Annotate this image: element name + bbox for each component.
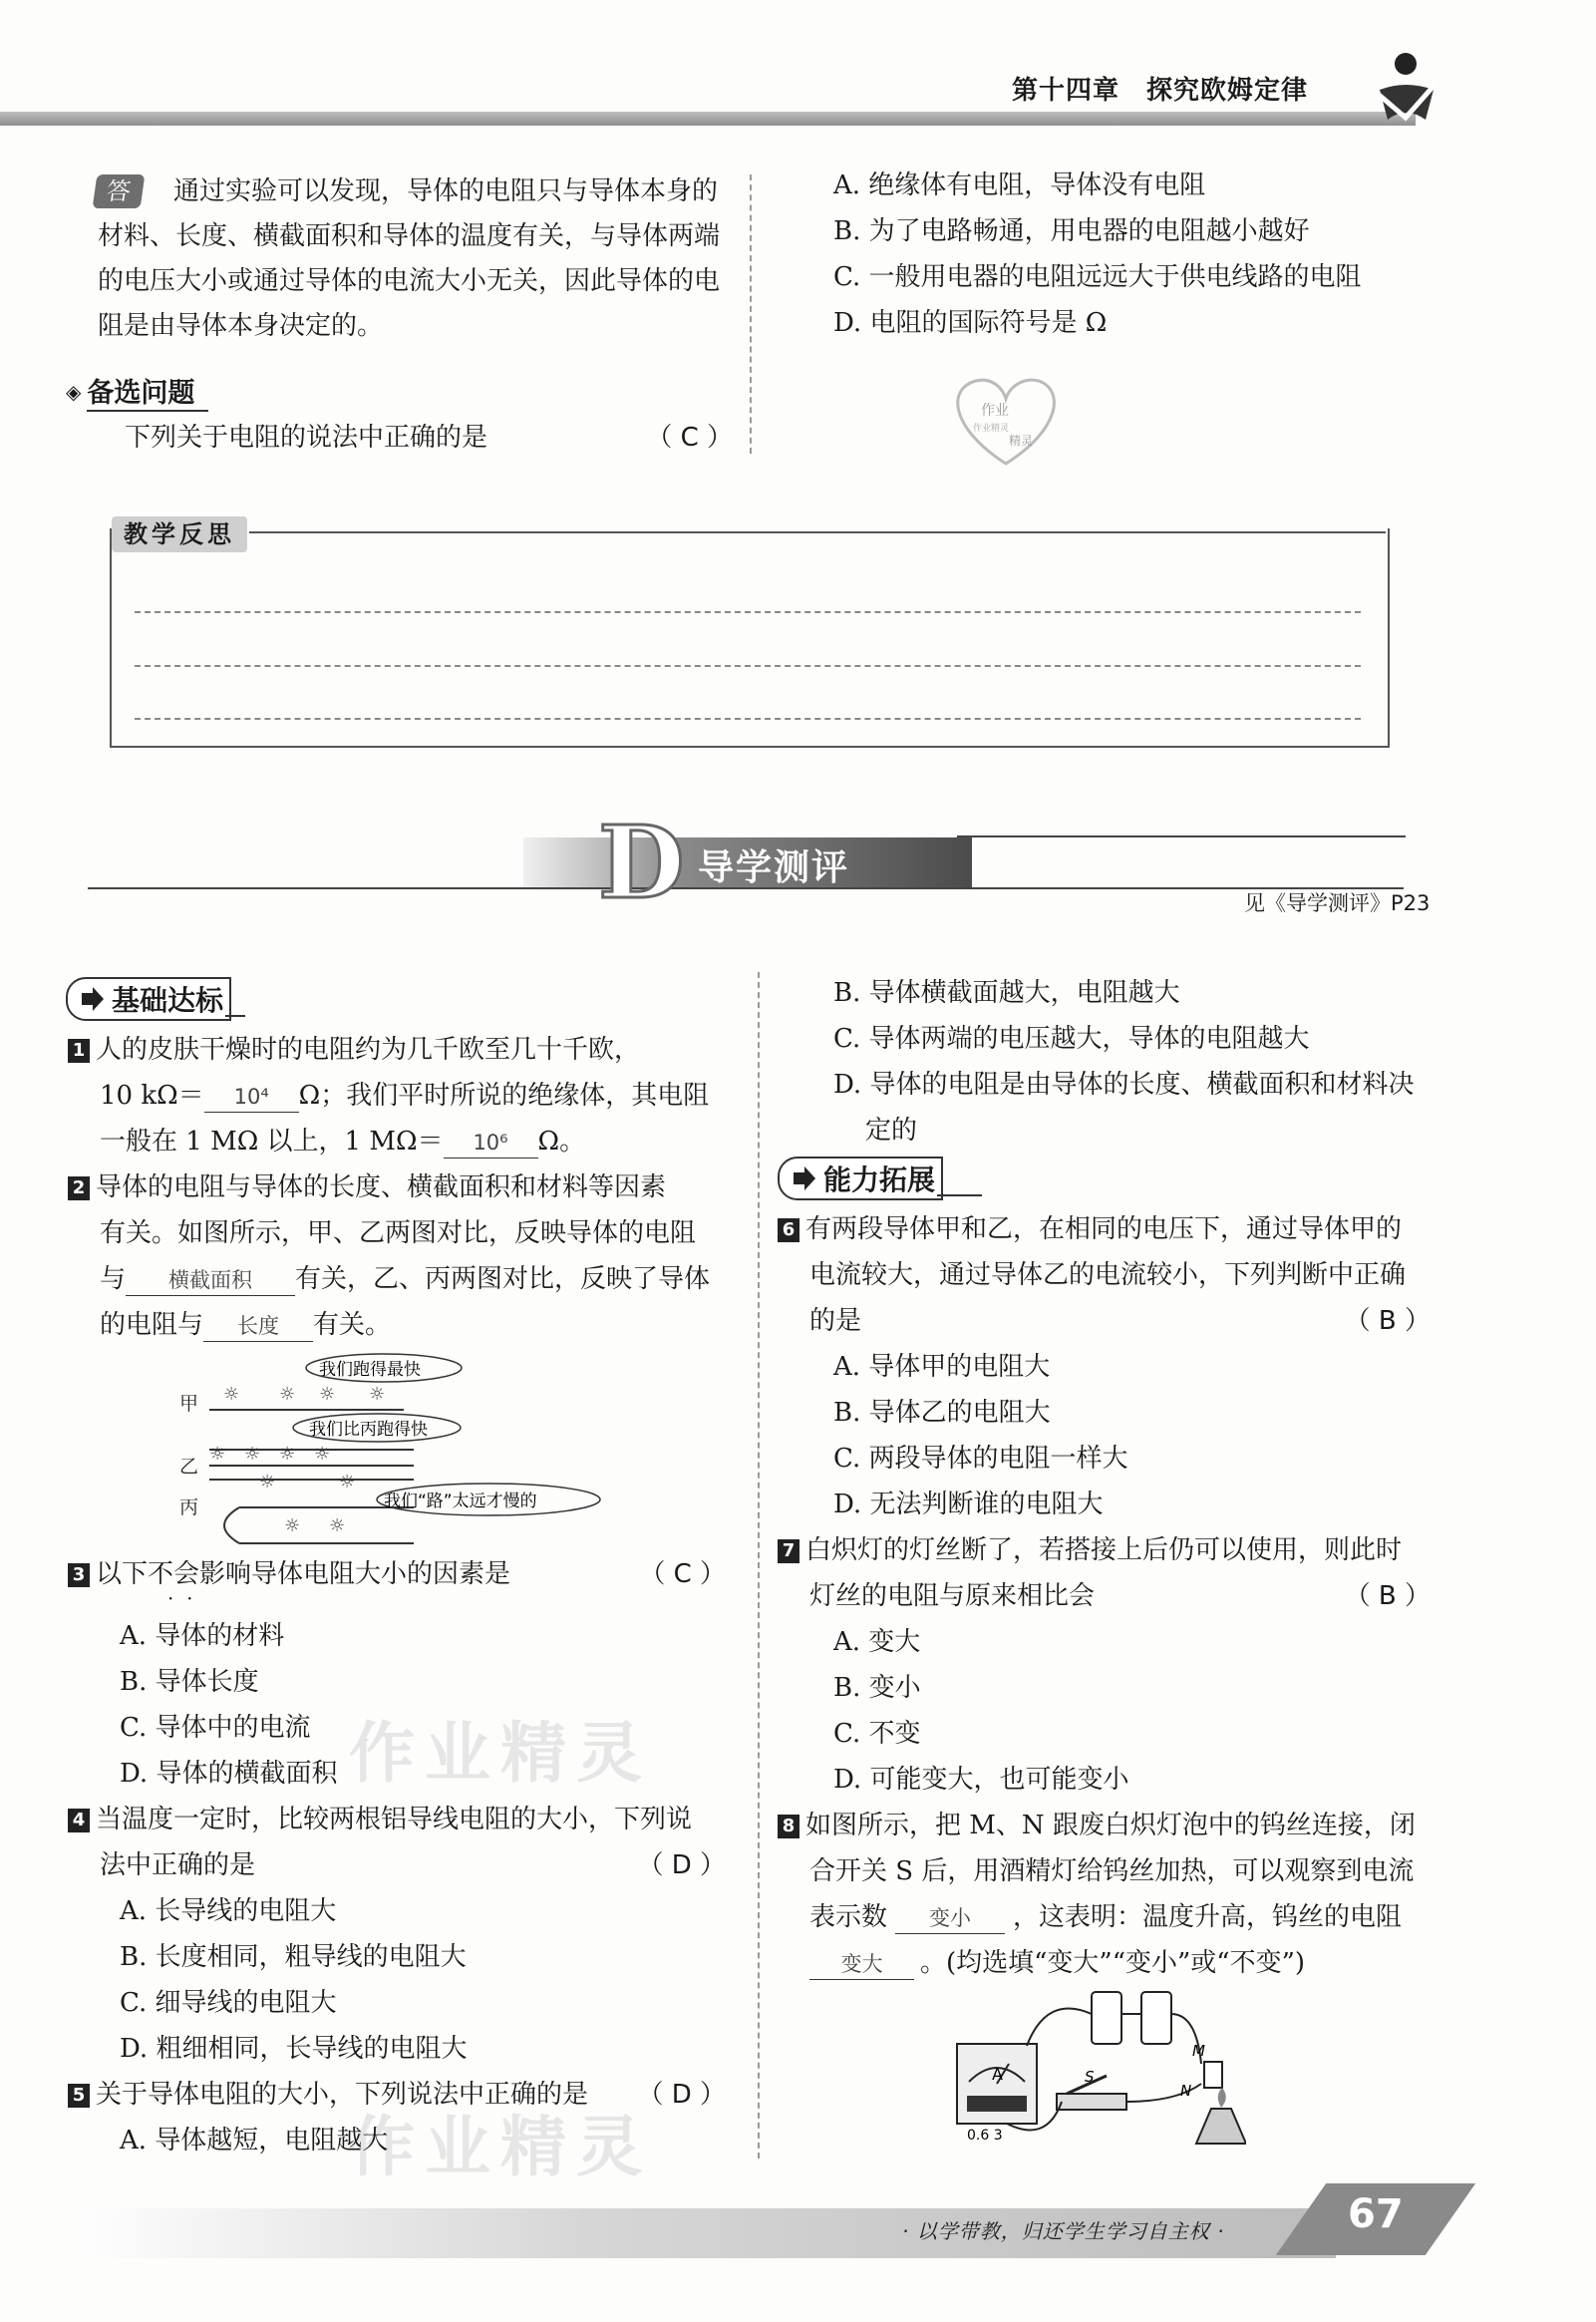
stamp-text-3: 精灵 — [1009, 434, 1034, 448]
basic-section-tag: 基础达标 — [66, 977, 231, 1021]
answer-blank: 变大 — [809, 1949, 914, 1980]
reflection-label: 教学反思 — [112, 516, 247, 552]
watermark: 作业精灵 — [349, 2109, 652, 2185]
header-bar — [0, 112, 1416, 126]
answer-mark: （ B ） — [1344, 1306, 1431, 1336]
label-yi: 乙 — [179, 1456, 199, 1478]
arrow-icon — [790, 1164, 817, 1192]
circuit-figure — [947, 1984, 1246, 2154]
bubble-2: 我们比丙跑得快 — [309, 1420, 428, 1440]
question-3-options: A. 导体的材料 B. 导体长度 C. 导体中的电流 D. 导体的横截面积 — [120, 1621, 338, 1789]
answer-blank: 长度 — [203, 1311, 313, 1342]
answer-mark: （ D ） — [637, 1850, 726, 1880]
question-3: 3 以下不会影响导体电阻大小的因素是 （ C ） — [68, 1551, 726, 1597]
column-divider-top — [750, 174, 752, 454]
answer-badge: 答 — [93, 174, 146, 208]
alt-question-options — [833, 163, 1362, 346]
stamp-text-1: 作业 — [981, 403, 1009, 419]
stamp-heart-icon — [941, 369, 1071, 469]
section-title: 导学测评 — [698, 847, 850, 888]
bubble-3: 我们“路”太远才慢的 — [384, 1492, 537, 1511]
answer-text: 通过实验可以发现，导体的电阻只与导体本身的材料、长度、横截面积和导体的温度有关，与导体两端的电压大小或通过导体的电流大小无关，因此导体的电阻是由导体本身决定的。 — [98, 176, 721, 341]
question-5-options-cont: B. 导体横截面越大，电阻越大 C. 导体两端的电压越大，导体的电阻越大 D. 导体的电阻是由导体的长度、横截面积和材料决 定的 — [833, 978, 1415, 1146]
reflection-line — [135, 611, 1361, 613]
section-letter: D — [598, 804, 685, 921]
svg-text:☼: ☼ — [259, 1472, 276, 1493]
svg-text:☼: ☼ — [279, 1384, 296, 1405]
answer-blank: 横截面积 — [126, 1265, 295, 1296]
arrow-icon — [78, 985, 106, 1013]
answer-blank: 变小 — [895, 1903, 1005, 1934]
question-4: 4 当温度一定时，比较两根铝导线电阻的大小，下列说 法中正确的是 （ D ） A. 长导线的电阻大 B. 长度相同，粗导线的电阻大 C. 细导线的电阻大 D. 粗细相同，长导线的电阻大 — [68, 1797, 726, 2072]
bubble-1: 我们跑得最快 — [319, 1360, 421, 1380]
option-d: D. 电阻的国际符号是 Ω — [833, 308, 1108, 338]
meter-scale: 0.6 3 — [967, 2128, 1003, 2144]
question-5: 5 关于导体电阻的大小，下列说法中正确的是 （ D ） A. 导体越短，电阻越大 — [68, 2072, 726, 2163]
answer-blank: 10⁴ — [204, 1082, 299, 1113]
section-reference: 见《导学测评》P23 — [1244, 891, 1431, 915]
svg-text:☼: ☼ — [319, 1384, 336, 1405]
switch-label: S — [1085, 2068, 1095, 2086]
label-bing: 丙 — [179, 1496, 199, 1518]
reader-logo-icon — [1376, 50, 1437, 122]
svg-text:☼: ☼ — [339, 1472, 356, 1493]
svg-text:☼: ☼ — [244, 1444, 261, 1465]
option-c: C. 一般用电器的电阻远远大于供电线路的电阻 — [833, 262, 1362, 292]
reflection-line — [135, 665, 1361, 667]
reflection-box — [110, 528, 1390, 748]
reflection-line — [135, 718, 1361, 720]
emphasis-dots: · · — [167, 1586, 193, 1610]
svg-text:☼: ☼ — [314, 1444, 331, 1465]
option-a: A. 绝缘体有电阻，导体没有电阻 — [833, 170, 1206, 200]
ammeter-label: A — [992, 2065, 1003, 2084]
answer-mark: （ D ） — [637, 2080, 726, 2110]
m-label: M — [1192, 2042, 1205, 2060]
alt-question-stem: 下列关于电阻的说法中正确的是 （ C ） — [125, 415, 733, 461]
svg-text:☼: ☼ — [223, 1384, 240, 1405]
alt-question-label: ◈ 备选问题 — [66, 371, 208, 412]
svg-text:☼: ☼ — [284, 1515, 301, 1536]
option-b: B. 为了电路畅通，用电器的电阻越小越好 — [833, 216, 1310, 246]
svg-text:☼: ☼ — [209, 1444, 226, 1465]
diamond-icon: ◈ — [66, 379, 82, 404]
question-2: 2 导体的电阻与导体的长度、横截面积和材料等因素 有关。如图所示，甲、乙两图对比，反映导体的电阻 与 横截面积 有关，乙、丙两图对比，反映了导体 的电阻与 长度 有关。 — [68, 1164, 726, 1348]
answer-mark: （ B ） — [1344, 1581, 1431, 1611]
question-6: 6 有两段导体甲和乙，在相同的电压下，通过导体甲的 电流较大，通过导体乙的电流较小，下列判断中正确 的是 （ B ） A. 导体甲的电阻大 B. 导体乙的电阻大 C. 两段导体的电阻一样大 D. 无法判断谁的电阻大 — [778, 1206, 1431, 1527]
stamp-text-2: 作业精灵 — [973, 424, 1010, 434]
n-label: N — [1180, 2082, 1192, 2100]
svg-text:☼: ☼ — [279, 1444, 296, 1465]
question-1: 1 人的皮肤干燥时的电阻约为几千欧至几十千欧， 10 kΩ＝ 10⁴ Ω；我们平时所说的绝缘体，其电阻 一般在 1 MΩ 以上，1 MΩ＝ 10⁶ Ω。 — [68, 1027, 726, 1164]
chapter-title: 第十四章 探究欧姆定律 — [1012, 76, 1309, 106]
resistance-figure — [169, 1348, 608, 1547]
answer-mark: （ C ） — [639, 1559, 726, 1589]
alt-question-answer: （ C ） — [646, 423, 733, 453]
label-jia: 甲 — [179, 1393, 199, 1415]
svg-text:☼: ☼ — [329, 1515, 346, 1536]
column-divider — [758, 972, 760, 2158]
question-7: 7 白炽灯的灯丝断了，若搭接上后仍可以使用，则此时 灯丝的电阻与原来相比会 （ B ） A. 变大 B. 变小 C. 不变 D. 可能变大，也可能变小 — [778, 1527, 1431, 1803]
svg-text:☼: ☼ — [369, 1384, 386, 1405]
ability-section-tag: 能力拓展 — [778, 1157, 943, 1200]
page-number: 67 — [1348, 2191, 1404, 2237]
footer-slogan: · 以学带教，归还学生学习自主权 · — [902, 2219, 1225, 2243]
question-8: 8 如图所示，把 M、N 跟废白炽灯泡中的钨丝连接，闭 合开关 S 后，用酒精灯给钨丝加热，可以观察到电流 表示数 变小 ，这表明：温度升高，钨丝的电阻 变大 。(均选填“变大”“变小”或“不变”) — [778, 1803, 1436, 1986]
answer-blank: 10⁶ — [444, 1128, 538, 1159]
watermark: 作业精灵 — [349, 1715, 652, 1792]
